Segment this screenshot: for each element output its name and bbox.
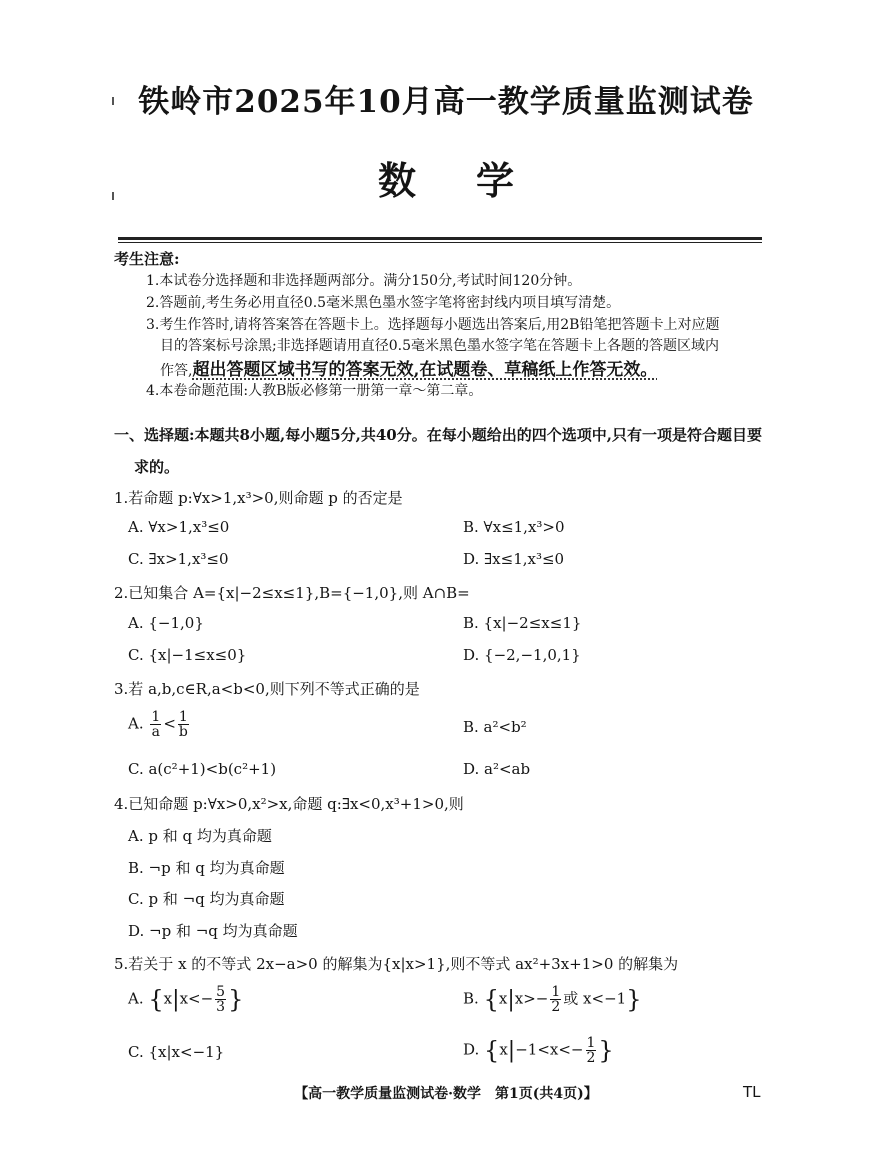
denominator: 3 xyxy=(216,999,226,1015)
set-var: x xyxy=(498,989,508,1008)
option-a xyxy=(128,985,243,1014)
numerator: 5 xyxy=(216,984,226,1000)
set-bar: | xyxy=(172,987,180,1012)
notice-item: 目的答案标号涂黑;非选择题请用直径0.5毫米黑色墨水签字笔在答题卡上各题的答题区域内 xyxy=(160,338,719,354)
fraction xyxy=(178,710,189,739)
option-label: D. xyxy=(463,1040,480,1059)
option-a: A. ∀x>1,x³≤0 xyxy=(128,518,230,536)
question-stem: 5.若关于 x 的不等式 2x−a>0 的解集为{x|x>1},则不等式 ax²+3x+1>0 的解集为 xyxy=(114,955,679,973)
question-stem: 4.已知命题 p:∀x>0,x²>x,命题 q:∃x<0,x³+1>0,则 xyxy=(114,795,464,813)
footer-code: TL xyxy=(743,1083,761,1101)
subject-title: 数学 xyxy=(377,158,574,203)
notice-item-line xyxy=(160,355,657,380)
question-stem: 2.已知集合 A={x|−2≤x≤1},B={−1,0},则 A∩B= xyxy=(114,584,470,602)
option-b: B. ∀x≤1,x³>0 xyxy=(463,518,565,536)
right-brace: } xyxy=(626,985,642,1014)
set-condition-tail: 或 x<−1 xyxy=(563,989,627,1008)
option-d: D. ∃x≤1,x³≤0 xyxy=(463,550,565,568)
notice-item: 1.本试卷分选择题和非选择题两部分。满分150分,考试时间120分钟。 xyxy=(146,273,582,289)
fraction xyxy=(586,1036,597,1065)
right-brace: } xyxy=(228,985,244,1014)
left-brace: { xyxy=(484,1036,500,1065)
option-b xyxy=(463,985,641,1014)
denominator: 2 xyxy=(586,1050,596,1066)
numerator: 1 xyxy=(586,1035,596,1051)
option-c: C. p 和 ¬q 均为真命题 xyxy=(128,890,285,908)
option-label: B. xyxy=(463,989,479,1008)
set-var: x xyxy=(499,1040,508,1059)
less-than: < xyxy=(163,714,176,733)
option-a: A. {−1,0} xyxy=(128,614,204,632)
option-d: D. ¬p 和 ¬q 均为真命题 xyxy=(128,922,298,940)
denominator: b xyxy=(178,724,188,740)
option-b: B. a²<b² xyxy=(463,718,527,736)
notice-item: 4.本卷命题范围:人教B版必修第一册第一章～第二章。 xyxy=(146,383,483,399)
option-d: D. a²<ab xyxy=(463,760,531,778)
set-bar: | xyxy=(507,1038,516,1063)
option-c: C. {x|x<−1} xyxy=(128,1043,225,1061)
section-heading: 一、选择题:本题共8小题,每小题5分,共40分。在每小题给出的四个选项中,只有一项是符合题目要 xyxy=(114,426,762,444)
set-condition: −1<x<− xyxy=(515,1040,584,1059)
option-d: D. {−2,−1,0,1} xyxy=(463,646,581,664)
right-brace: } xyxy=(598,1036,614,1065)
set-bar: | xyxy=(507,987,515,1012)
numerator: 1 xyxy=(551,984,561,1000)
fraction xyxy=(550,985,561,1014)
option-label: A. xyxy=(128,714,144,733)
denominator: 2 xyxy=(551,999,561,1015)
notice-item: 作答, xyxy=(160,363,193,379)
notice-item: 3.考生作答时,请将答案答在答题卡上。选择题每小题选出答案后,用2B铅笔把答题卡上对应题 xyxy=(146,317,720,333)
numerator: 1 xyxy=(178,709,188,725)
page-footer: 【高一教学质量监测试卷·数学 第1页(共4页)】 xyxy=(294,1086,598,1102)
fraction xyxy=(150,710,161,739)
exam-title: 铁岭市2025年10月高一教学质量监测试卷 xyxy=(138,84,754,120)
set-var: x xyxy=(163,989,173,1008)
set-condition: x<− xyxy=(179,989,214,1008)
denominator: a xyxy=(151,724,161,740)
section-heading-cont: 求的。 xyxy=(134,458,180,476)
option-c: C. a(c²+1)<b(c²+1) xyxy=(128,760,277,778)
question-stem: 3.若 a,b,c∈R,a<b<0,则下列不等式正确的是 xyxy=(114,680,420,698)
left-brace: { xyxy=(483,985,499,1014)
question-stem: 1.若命题 p:∀x>1,x³>0,则命题 p 的否定是 xyxy=(114,489,403,507)
option-label: A. xyxy=(128,989,144,1008)
notice-heading: 考生注意: xyxy=(114,250,180,268)
option-c: C. {x|−1≤x≤0} xyxy=(128,646,247,664)
notice-item: 2.答题前,考生务必用直径0.5毫米黑色墨水签字笔将密封线内项目填写清楚。 xyxy=(146,295,621,311)
option-b: B. {x|−2≤x≤1} xyxy=(463,614,582,632)
left-brace: { xyxy=(148,985,164,1014)
option-b: B. ¬p 和 q 均为真命题 xyxy=(128,859,285,877)
header-rule xyxy=(118,237,762,240)
option-a xyxy=(128,710,191,739)
option-d xyxy=(463,1036,614,1065)
header-rule-thin xyxy=(118,242,762,243)
option-a: A. p 和 q 均为真命题 xyxy=(128,827,272,845)
fraction xyxy=(215,985,226,1014)
notice-emphasis: 超出答题区域书写的答案无效,在试题卷、草稿纸上作答无效。 xyxy=(192,360,658,380)
numerator: 1 xyxy=(151,709,161,725)
option-c: C. ∃x>1,x³≤0 xyxy=(128,550,229,568)
set-condition: x>− xyxy=(514,989,549,1008)
